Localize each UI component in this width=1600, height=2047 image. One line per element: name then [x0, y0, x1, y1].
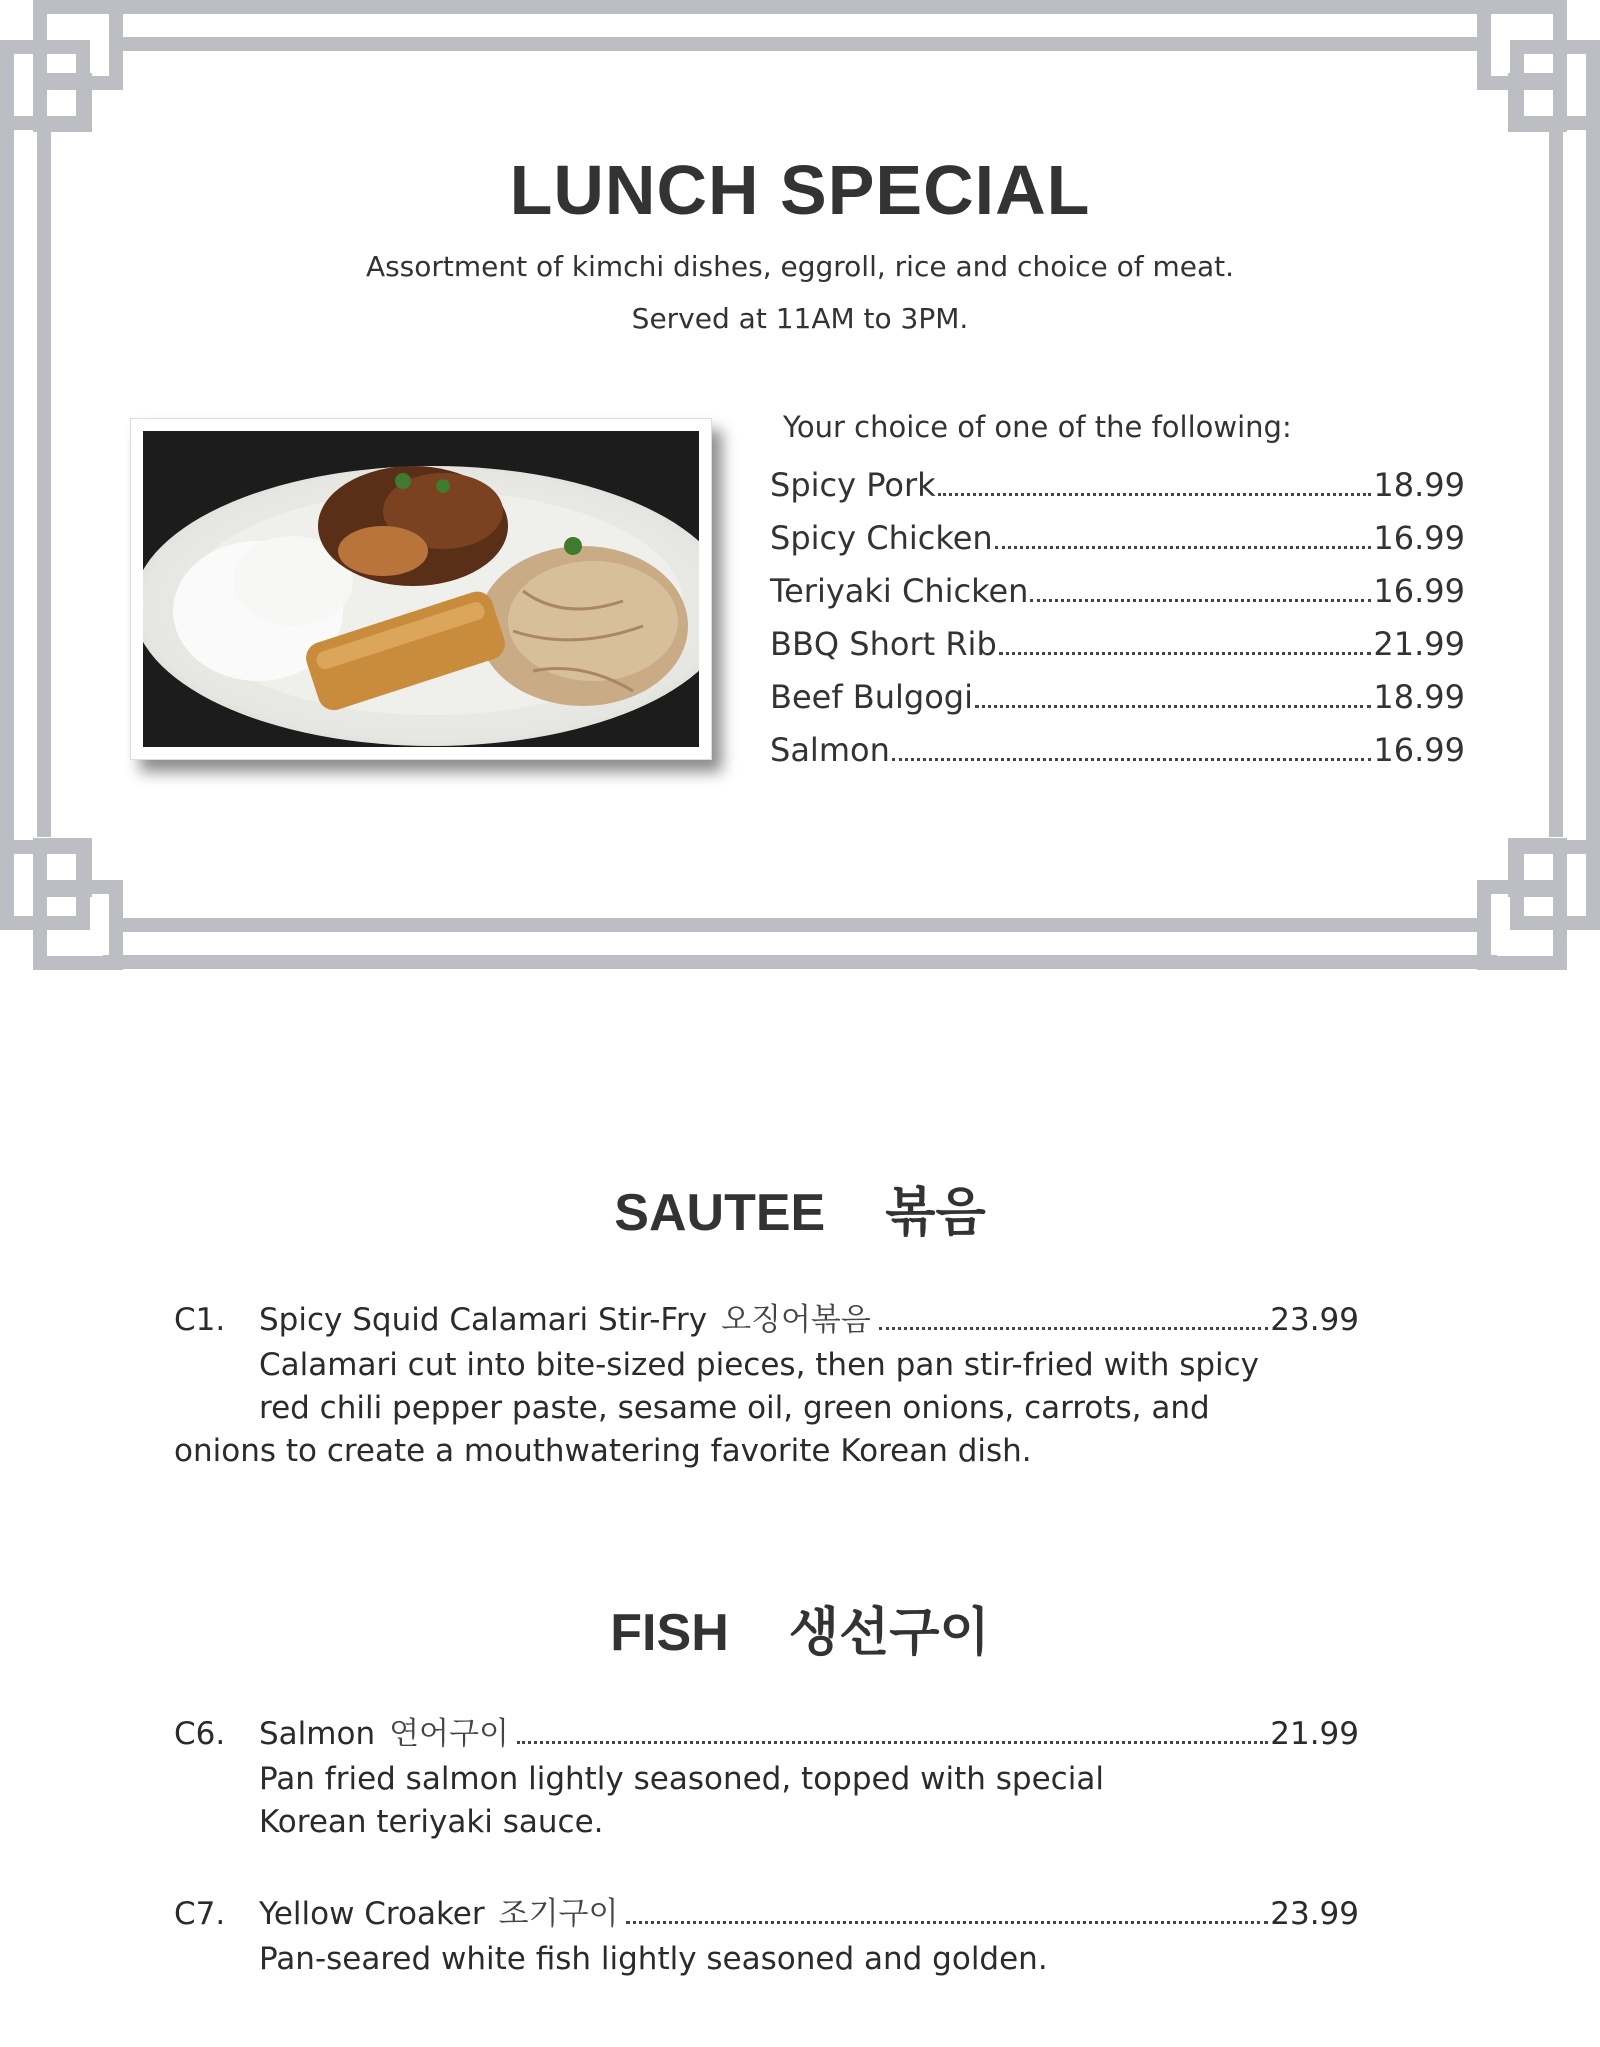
choice-item	[770, 466, 1465, 519]
plate-illustration	[143, 431, 699, 747]
item-code: C7.	[174, 1896, 226, 1932]
item-code: C6.	[174, 1716, 226, 1752]
section-title-ko: 생선구이	[788, 1603, 990, 1663]
choice-price: 16.99	[1373, 572, 1465, 610]
choice-name: Spicy Pork	[770, 466, 936, 504]
dot-leader	[892, 758, 1372, 761]
menu-item-c7	[174, 1888, 1359, 1933]
section-title-en: FISH	[610, 1604, 729, 1662]
item-price: 23.99	[1270, 1896, 1359, 1932]
choice-instruction: Your choice of one of the following:	[783, 410, 1292, 444]
menu-item-c1	[174, 1294, 1359, 1339]
section-title-en: SAUTEE	[614, 1184, 826, 1242]
choice-price: 18.99	[1373, 466, 1465, 504]
dot-leader	[626, 1921, 1268, 1924]
choice-name: Teriyaki Chicken	[770, 572, 1029, 610]
item-description-line: Pan-seared white fish lightly seasoned and golden.	[259, 1941, 1048, 1977]
dot-leader	[879, 1327, 1268, 1330]
corner-knot-top-left	[7, 7, 116, 125]
choice-item	[770, 731, 1465, 784]
item-name-ko: 조기구이	[498, 1896, 619, 1932]
choice-price: 16.99	[1373, 731, 1465, 769]
dot-leader	[517, 1741, 1268, 1744]
choice-item	[770, 625, 1465, 678]
item-name: Spicy Squid Calamari Stir-Fry	[259, 1302, 708, 1338]
choice-name: BBQ Short Rib	[770, 625, 997, 663]
dot-leader	[995, 546, 1372, 549]
choice-item	[770, 572, 1465, 625]
dot-leader	[938, 493, 1372, 496]
choice-name: Salmon	[770, 731, 890, 769]
item-name: Salmon	[259, 1716, 376, 1752]
choice-name: Spicy Chicken	[770, 519, 993, 557]
choice-price: 18.99	[1373, 678, 1465, 716]
choice-price: 21.99	[1373, 625, 1465, 663]
item-name-ko: 오징어볶음	[721, 1302, 871, 1338]
lunch-special-title: LUNCH SPECIAL	[509, 151, 1091, 229]
lunch-special-hours: Served at 11AM to 3PM.	[631, 302, 969, 335]
choice-price: 16.99	[1373, 519, 1465, 557]
item-description-line: red chili pepper paste, sesame oil, green onions, carrots, and	[259, 1390, 1210, 1426]
item-price: 21.99	[1270, 1716, 1359, 1752]
item-description-line: Calamari cut into bite-sized pieces, then pan stir-fried with spicy	[259, 1347, 1260, 1383]
choice-item	[770, 678, 1465, 731]
dot-leader	[999, 652, 1372, 655]
item-price: 23.99	[1270, 1302, 1359, 1338]
item-description-line: Korean teriyaki sauce.	[259, 1804, 604, 1840]
lunch-special-photo	[130, 418, 712, 760]
item-code: C1.	[174, 1302, 226, 1338]
section-title-sautee	[0, 1170, 1600, 1245]
item-name-ko: 연어구이	[389, 1716, 509, 1752]
choice-item	[770, 519, 1465, 572]
choice-name: Beef Bulgogi	[770, 678, 973, 716]
menu-item-c6	[174, 1708, 1359, 1753]
lunch-choice-list	[770, 466, 1465, 784]
section-title-fish	[0, 1590, 1600, 1665]
section-title-ko: 볶음	[885, 1183, 986, 1243]
lunch-special-description: Assortment of kimchi dishes, eggroll, rice and choice of meat.	[365, 250, 1235, 283]
dot-leader	[1030, 599, 1371, 602]
item-description-line: onions to create a mouthwatering favorite Korean dish.	[174, 1433, 1032, 1469]
item-name: Yellow Croaker	[259, 1896, 485, 1932]
item-description-line: Pan fried salmon lightly seasoned, topped with special	[259, 1761, 1104, 1797]
dot-leader	[975, 705, 1371, 708]
